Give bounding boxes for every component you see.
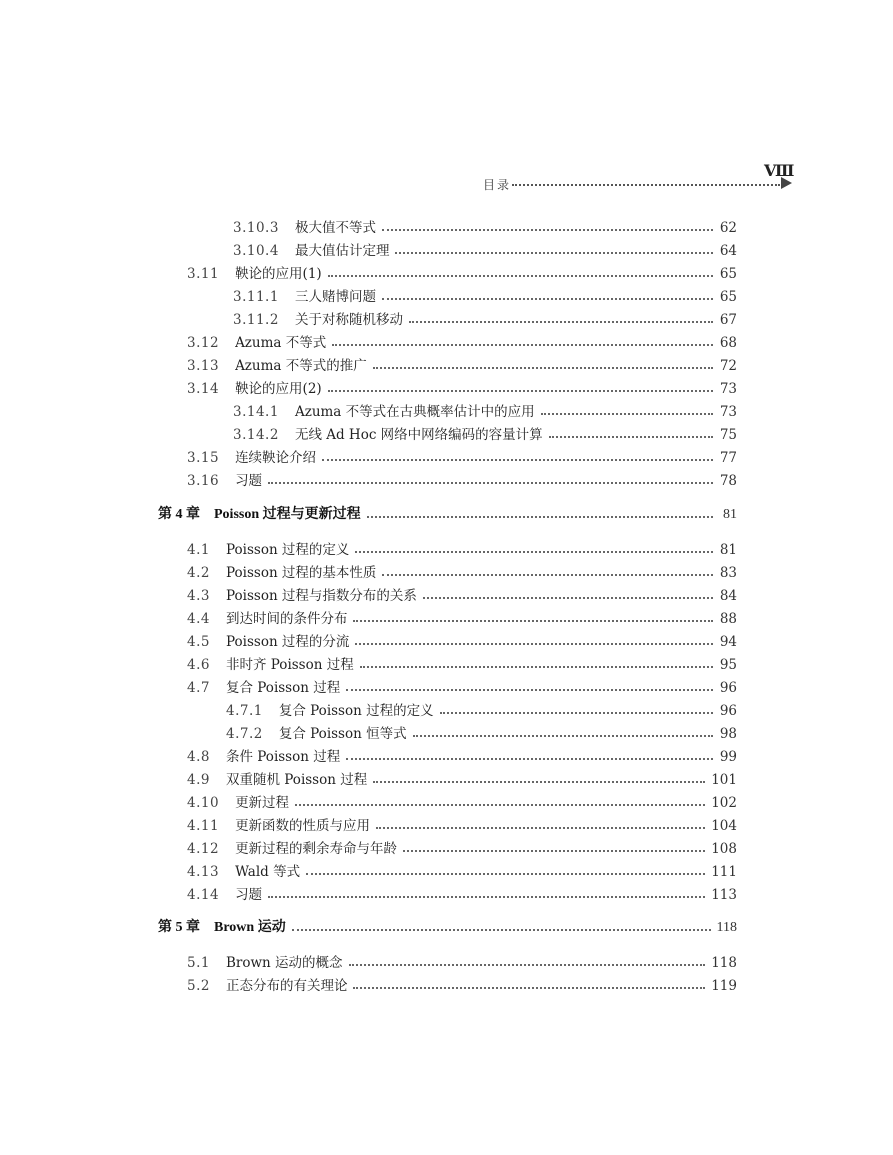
toc-entry-title: Azuma 不等式 [235, 335, 327, 351]
page-number: Ⅷ [764, 161, 795, 180]
dot-leader [403, 850, 705, 852]
toc-entry-page: 98 [719, 726, 737, 742]
dot-leader [373, 367, 713, 369]
toc-entry-number: 3.10.3 [233, 220, 279, 236]
toc-entry-page: 99 [719, 749, 737, 765]
toc-entry-number: 3.15 [187, 450, 220, 466]
toc-entry-title: 鞅论的应用(2) [235, 381, 322, 397]
toc-entry-number: 4.1 [187, 542, 210, 558]
toc-entry[interactable] [187, 448, 737, 468]
dot-leader [353, 620, 713, 622]
toc-chapter-title: Brown 运动 [214, 920, 286, 935]
dot-leader [332, 344, 713, 346]
toc-entry-number: 4.3 [187, 588, 210, 604]
toc-entry-title: Brown 运动的概念 [225, 955, 343, 971]
toc-entry-number: 3.16 [187, 473, 220, 489]
toc-entry[interactable] [187, 471, 737, 491]
dot-leader [306, 873, 705, 875]
toc-entry-page: 84 [719, 588, 737, 604]
toc-entry-page: 96 [719, 680, 737, 696]
toc-entry-page: 119 [711, 978, 737, 994]
toc-entry[interactable] [187, 953, 737, 973]
toc-entry[interactable] [187, 609, 737, 629]
toc-entry-number: 4.2 [187, 565, 210, 581]
toc-entry-number: 4.7.1 [226, 703, 263, 719]
toc-entry-title: 双重随机 Poisson 过程 [225, 772, 368, 788]
toc-entry-page: 65 [719, 266, 737, 282]
dot-leader [268, 482, 713, 484]
toc-entry-number: 3.13 [187, 358, 220, 374]
toc-entry-title: 习题 [235, 473, 263, 489]
toc-entry-title: Poisson 过程与指数分布的关系 [225, 588, 417, 604]
toc-chapter-title: Poisson 过程与更新过程 [214, 507, 361, 522]
toc-entry[interactable] [187, 862, 737, 882]
dot-leader [346, 758, 713, 760]
toc-entry-number: 3.11.1 [233, 289, 279, 305]
toc-entry[interactable] [233, 425, 737, 445]
toc-entry-title: 极大值不等式 [294, 220, 376, 236]
toc-entry-title: 复合 Poisson 过程 [225, 680, 341, 696]
toc-entry-page: 62 [719, 220, 737, 236]
toc-entry[interactable] [187, 379, 737, 399]
toc-entry-page: 113 [711, 887, 737, 903]
toc-entry-title: 到达时间的条件分布 [225, 611, 348, 627]
dot-leader [355, 643, 713, 645]
toc-entry-title: 关于对称随机移动 [294, 312, 403, 328]
dot-leader [549, 436, 713, 438]
toc-entry-title: 更新函数的性质与应用 [235, 818, 371, 834]
toc-entry-title: 复合 Poisson 过程的定义 [278, 703, 434, 719]
toc-entry[interactable] [187, 839, 737, 859]
toc-entry[interactable] [233, 218, 737, 238]
toc-entry-page: 94 [719, 634, 737, 650]
dot-leader [346, 689, 713, 691]
toc-entry[interactable] [187, 793, 737, 813]
toc-entry-page: 73 [719, 404, 737, 420]
toc-entry[interactable] [187, 816, 737, 836]
dot-leader [395, 252, 713, 254]
toc-entry[interactable] [187, 264, 737, 284]
toc-entry-number: 4.4 [187, 611, 210, 627]
dot-leader [268, 896, 705, 898]
dot-leader [328, 390, 713, 392]
toc-entry-title: 鞅论的应用(1) [235, 266, 322, 282]
toc-entry-page: 81 [723, 507, 737, 522]
toc-entry-number: 5.2 [187, 978, 210, 994]
dot-leader [353, 987, 705, 989]
toc-entry-title: Wald 等式 [235, 864, 301, 880]
toc-entry-title: 连续鞅论介绍 [235, 450, 317, 466]
toc-entry[interactable] [187, 586, 737, 606]
dot-leader [328, 275, 713, 277]
toc-entry-number: 4.12 [187, 841, 220, 857]
toc-entry-title: 三人赌博问题 [294, 289, 376, 305]
toc-entry-number: 3.12 [187, 335, 220, 351]
toc-entry-number: 4.7 [187, 680, 210, 696]
toc-entry-title: 更新过程 [235, 795, 290, 811]
toc-entry[interactable] [187, 333, 737, 353]
toc-entry-page: 75 [719, 427, 737, 443]
toc-entry-number: 3.11 [187, 266, 220, 282]
toc-entry[interactable] [233, 310, 737, 330]
toc-entry-title: 正态分布的有关理论 [225, 978, 348, 994]
toc-entry-number: 4.6 [187, 657, 210, 673]
toc-entry-page: 104 [711, 818, 737, 834]
toc-chapter-entry[interactable] [158, 505, 737, 525]
toc-entry-number: 3.11.2 [233, 312, 279, 328]
toc-entry[interactable] [187, 632, 737, 652]
toc-entry-number: 3.10.4 [233, 243, 279, 259]
toc-entry-page: 88 [719, 611, 737, 627]
running-header-title: 目录 [483, 178, 512, 192]
toc-chapter-entry[interactable] [158, 918, 737, 938]
toc-entry-number: 4.9 [187, 772, 210, 788]
toc-entry[interactable] [187, 885, 737, 905]
toc-entry-number: 3.14.2 [233, 427, 279, 443]
toc-entry-page: 68 [719, 335, 737, 351]
toc-entry[interactable] [226, 724, 737, 744]
toc-entry[interactable] [187, 655, 737, 675]
toc-entry-page: 78 [719, 473, 737, 489]
toc-entry-number: 4.11 [187, 818, 220, 834]
dot-leader [541, 413, 713, 415]
toc-chapter-number: 第 5 章 [158, 920, 200, 935]
toc-chapter-number: 第 4 章 [158, 507, 200, 522]
toc-entry-number: 3.14.1 [233, 404, 279, 420]
dot-leader [349, 964, 706, 966]
toc-entry[interactable] [187, 563, 737, 583]
toc-entry-page: 72 [719, 358, 737, 374]
dot-leader [295, 804, 705, 806]
toc-entry[interactable] [233, 241, 737, 261]
dot-leader [382, 298, 713, 300]
dot-leader [322, 459, 713, 461]
toc-entry-title: Poisson 过程的基本性质 [225, 565, 377, 581]
toc-entry-page: 95 [719, 657, 737, 673]
dot-leader [440, 712, 713, 714]
toc-entry-number: 4.8 [187, 749, 210, 765]
toc-entry[interactable] [187, 678, 737, 698]
toc-entry-title: Azuma 不等式的推广 [235, 358, 367, 374]
toc-entry[interactable] [187, 356, 737, 376]
dot-leader [382, 574, 713, 576]
dot-leader [373, 781, 705, 783]
dot-leader [409, 321, 713, 323]
toc-entry-title: 条件 Poisson 过程 [225, 749, 341, 765]
toc-entry-number: 5.1 [187, 955, 210, 971]
toc-entry-page: 64 [719, 243, 737, 259]
toc-entry-page: 108 [711, 841, 737, 857]
toc-entry-title: Azuma 不等式在古典概率估计中的应用 [294, 404, 535, 420]
toc-entry[interactable] [233, 402, 737, 422]
toc-entry[interactable] [187, 747, 737, 767]
dot-leader [413, 735, 713, 737]
toc-entry-page: 83 [719, 565, 737, 581]
toc-entry[interactable] [233, 287, 737, 307]
toc-entry-page: 73 [719, 381, 737, 397]
toc-entry-title: 更新过程的剩余寿命与年龄 [235, 841, 398, 857]
toc-entry-number: 4.14 [187, 887, 220, 903]
toc-entry[interactable] [226, 701, 737, 721]
toc-entry-page: 111 [711, 864, 737, 880]
toc-entry-title: 复合 Poisson 恒等式 [278, 726, 407, 742]
toc-entry-page: 101 [711, 772, 737, 788]
toc-entry-title: 习题 [235, 887, 263, 903]
dot-leader [360, 666, 713, 668]
toc-entry-title: 最大值估计定理 [294, 243, 390, 259]
toc-entry-number: 3.14 [187, 381, 220, 397]
toc-entry-title: Poisson 过程的分流 [225, 634, 350, 650]
toc-entry-page: 96 [719, 703, 737, 719]
dot-leader [292, 929, 711, 931]
toc-entry-number: 4.13 [187, 864, 220, 880]
toc-entry-page: 102 [711, 795, 737, 811]
toc-entry-page: 118 [716, 920, 737, 935]
toc-entry-page: 65 [719, 289, 737, 305]
dot-leader [376, 827, 705, 829]
toc-entry-title: 无线 Ad Hoc 网络中网络编码的容量计算 [294, 427, 543, 443]
dot-leader [367, 516, 713, 518]
toc-entry-title: Poisson 过程的定义 [225, 542, 350, 558]
toc-entry-page: 118 [711, 955, 737, 971]
toc-entry[interactable] [187, 976, 737, 996]
toc-entry-number: 4.10 [187, 795, 220, 811]
toc-entry-number: 4.7.2 [226, 726, 263, 742]
toc-entry-number: 4.5 [187, 634, 210, 650]
dot-leader [382, 229, 713, 231]
dot-leader [423, 597, 713, 599]
toc-entry[interactable] [187, 770, 737, 790]
toc-entry-title: 非时齐 Poisson 过程 [225, 657, 354, 673]
toc-entry-page: 67 [719, 312, 737, 328]
toc-entry[interactable] [187, 540, 737, 560]
toc-entry-page: 81 [719, 542, 737, 558]
dot-leader [355, 551, 713, 553]
toc-entry-page: 77 [719, 450, 737, 466]
